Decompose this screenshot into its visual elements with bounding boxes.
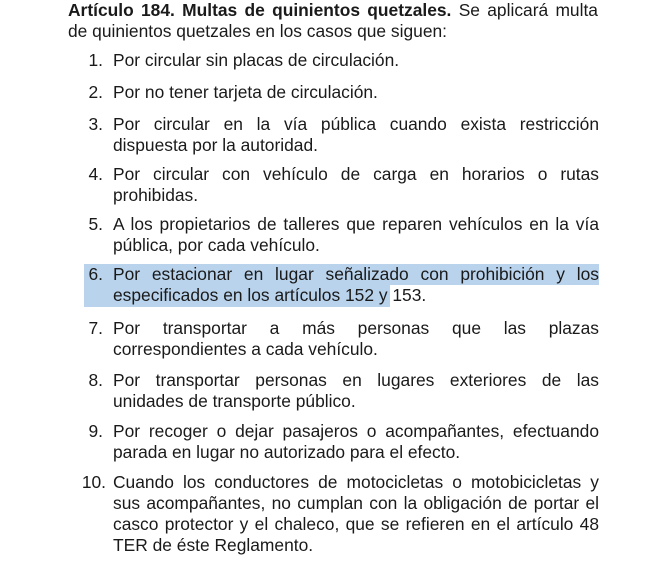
item-text: Por recoger o dejar pasajeros o acompañantes, efectuando parada en lugar no autorizado para el efecto.	[113, 421, 599, 462]
article-title: Artículo 184. Multas de quinientos quetzales.	[68, 0, 452, 20]
item-number: 6.	[88, 264, 103, 284]
article-intro-text: Se aplicará multa de quinientos quetzales en los casos que siguen:	[68, 0, 598, 41]
item-number: 4.	[88, 164, 103, 184]
item-number: 9.	[88, 421, 103, 441]
item-number: 1.	[88, 50, 103, 70]
item-text: Por circular en la vía pública cuando exista restricción dispuesta por la autoridad.	[113, 114, 599, 155]
item-text: Por transportar personas en lugares exteriores de las unidades de transporte público.	[113, 370, 599, 411]
item-text: Por circular con vehículo de carga en horarios o rutas prohibidas.	[113, 164, 599, 205]
item-text: Cuando los conductores de motocicletas o motobicicletas y sus acompañantes, no cumplan con la obligación de portar el casco protector y el chaleco, que se refieren en el artículo 48 TER de éste Reglamento.	[113, 472, 599, 555]
item-number: 2.	[88, 82, 103, 102]
item-text: Por no tener tarjeta de circulación.	[113, 82, 378, 102]
item-number: 7.	[88, 318, 103, 338]
item-text: A los propietarios de talleres que reparen vehículos en la vía pública, por cada vehículo.	[113, 214, 599, 255]
item-number: 3.	[88, 114, 103, 134]
item-number: 8.	[88, 370, 103, 390]
item-text: Por transportar a más personas que las plazas correspondientes a cada vehículo.	[113, 318, 599, 359]
item-text[interactable]: Por estacionar en lugar señalizado con prohibición y los especificados en los artículos 152 y 153.	[113, 264, 599, 305]
item-number: 5.	[88, 214, 103, 234]
item-text: Por circular sin placas de circulación.	[113, 50, 400, 70]
article-intro	[68, 0, 598, 42]
item-number: 10.	[81, 472, 106, 492]
